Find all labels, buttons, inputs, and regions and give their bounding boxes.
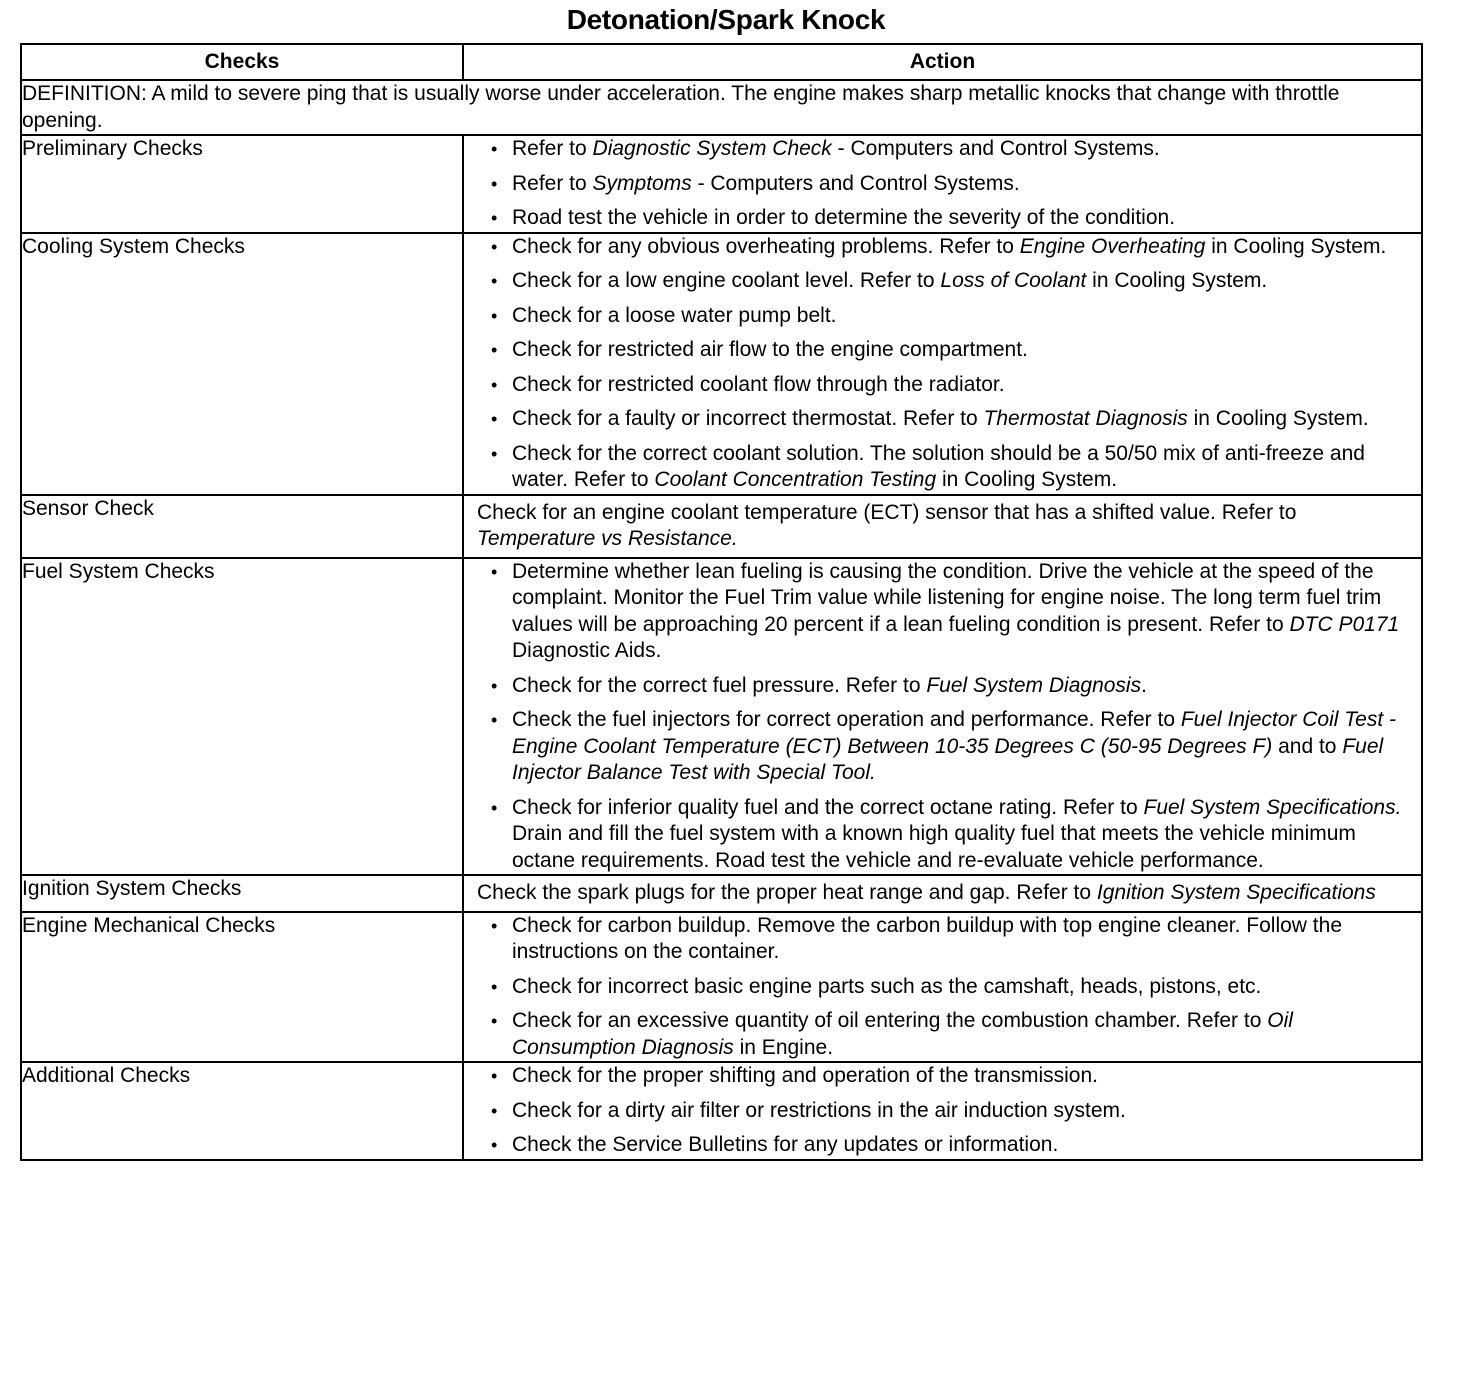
action-list: [464, 913, 1421, 1062]
action-cell: [463, 1062, 1422, 1160]
action-list-item: [491, 337, 1421, 364]
bullet-icon: •: [491, 340, 498, 360]
reference-link-text: Temperature vs Resistance.: [477, 527, 738, 550]
check-category: Preliminary Checks: [21, 135, 463, 233]
text-segment: Drain and fill the fuel system with a known high quality fuel that meets the vehicle minimum octane requirements. Road test the vehicle and re-evaluate vehicle performance.: [512, 822, 1356, 872]
text-segment: Check for any obvious overheating problems. Refer to: [512, 234, 1020, 258]
text-segment: Check for the correct coolant solution. The solution should be a 50/50 mix of anti-freeze and water. Refer to: [512, 441, 1365, 491]
definition-row: [21, 80, 1422, 135]
table-row-engine-mechanical-checks: [21, 912, 1422, 1063]
bullet-icon: •: [491, 443, 498, 464]
text-segment: in Cooling System.: [1205, 234, 1387, 258]
reference-link-text: Thermostat Diagnosis: [983, 407, 1188, 430]
reference-link-text: Symptoms: [592, 171, 692, 195]
reference-link-text: Engine Overheating: [1019, 234, 1206, 258]
action-cell: [463, 875, 1422, 912]
bullet-icon: •: [491, 710, 498, 730]
table-row-fuel-system-checks: [21, 558, 1422, 876]
check-category: Engine Mechanical Checks: [21, 912, 463, 1063]
text-segment: Diagnostic Aids.: [512, 639, 662, 662]
check-category: Sensor Check: [21, 495, 463, 558]
action-list-item: [491, 234, 1421, 261]
action-list-item: [491, 268, 1421, 295]
text-segment: Check the spark plugs for the proper heat range and gap. Refer to: [477, 881, 1097, 904]
bullet-icon: •: [491, 561, 498, 582]
action-cell: [463, 135, 1422, 233]
text-segment: Check for the proper shifting and operation of the transmission.: [512, 1064, 1098, 1087]
text-segment: Check for incorrect basic engine parts such as the camshaft, heads, pistons, etc.: [512, 974, 1262, 998]
reference-link-text: Oil Consumption Diagnosis: [512, 1009, 1293, 1059]
reference-link-text: Fuel System Specifications.: [1143, 795, 1402, 819]
reference-link-text: Ignition System Specifications: [1096, 881, 1376, 904]
check-category: Ignition System Checks: [21, 875, 463, 912]
bullet-icon: •: [491, 208, 498, 228]
action-list-item: [491, 406, 1421, 433]
action-list-item: [491, 1098, 1421, 1125]
action-list-item: [491, 1008, 1421, 1061]
column-header-action: Action: [463, 44, 1422, 80]
action-text: [477, 500, 1413, 553]
action-list-item: [491, 707, 1421, 787]
action-cell: [463, 558, 1422, 876]
action-list: [464, 559, 1421, 875]
reference-link-text: Diagnostic System Check: [592, 137, 832, 160]
reference-link-text: Fuel System Diagnosis: [926, 673, 1142, 697]
table-row-preliminary-checks: [21, 135, 1422, 233]
bullet-icon: •: [491, 236, 498, 257]
bullet-icon: •: [491, 1066, 498, 1086]
text-segment: Check for restricted coolant flow through the radiator.: [512, 372, 1005, 396]
action-list-item: [491, 171, 1421, 198]
action-list: [464, 1063, 1421, 1159]
diagnostic-table: [20, 43, 1423, 1161]
definition-text: DEFINITION: A mild to severe ping that is usually worse under acceleration. The engine makes sharp metallic knocks that change with throttle opening.: [21, 80, 1422, 135]
text-segment: Check for a low engine coolant level. Refer to: [512, 269, 941, 292]
action-list-item: [491, 303, 1421, 330]
text-segment: Check the Service Bulletins for any updates or information.: [512, 1133, 1059, 1156]
text-segment: Determine whether lean fueling is causing the condition. Drive the vehicle at the speed of the complaint. Monitor the Fuel Trim value while listening for engine noise. The long term fuel trim values will be approaching 20 percent if a lean fueling condition is present. Refer to: [512, 559, 1382, 636]
bullet-icon: •: [491, 976, 498, 997]
bullet-icon: •: [491, 139, 498, 159]
action-list-item: [491, 559, 1421, 665]
bullet-icon: •: [491, 675, 498, 696]
action-list: [464, 234, 1421, 494]
text-segment: Check for inferior quality fuel and the correct octane rating. Refer to: [512, 795, 1144, 819]
bullet-icon: •: [491, 1100, 498, 1121]
bullet-icon: •: [491, 271, 498, 291]
table-row-ignition-system-checks: [21, 875, 1422, 912]
text-segment: .: [1141, 673, 1147, 697]
text-segment: Road test the vehicle in order to determine the severity of the condition.: [512, 206, 1176, 229]
action-list-item: [491, 795, 1421, 875]
action-text: [477, 880, 1413, 907]
text-segment: in Cooling System.: [1086, 269, 1268, 292]
text-segment: Check for restricted air flow to the engine compartment.: [512, 338, 1028, 361]
bullet-icon: •: [491, 374, 498, 395]
column-header-checks: Checks: [21, 44, 463, 80]
table-row-cooling-system-checks: [21, 233, 1422, 495]
action-list: [464, 136, 1421, 232]
text-segment: Check for an excessive quantity of oil entering the combustion chamber. Refer to: [512, 1009, 1268, 1032]
check-category: Additional Checks: [21, 1062, 463, 1160]
action-list-item: [491, 441, 1421, 494]
action-list-item: [491, 673, 1421, 700]
text-segment: Check the fuel injectors for correct operation and performance. Refer to: [512, 708, 1181, 731]
bullet-icon: •: [491, 1011, 498, 1031]
text-segment: in Cooling System.: [1187, 407, 1369, 430]
text-segment: Refer to: [512, 171, 593, 195]
action-list-item: [491, 1063, 1421, 1090]
action-list-item: [491, 1132, 1421, 1159]
text-segment: in Cooling System.: [936, 468, 1118, 491]
document-title: Detonation/Spark Knock: [566, 4, 886, 35]
text-segment: Check for a loose water pump belt.: [512, 303, 837, 327]
bullet-icon: •: [491, 409, 498, 429]
text-segment: Check for a dirty air filter or restrictions in the air induction system.: [512, 1098, 1126, 1122]
reference-link-text: Coolant Concentration Testing: [654, 468, 937, 491]
table-row-sensor-check: [21, 495, 1422, 558]
action-list-item: [491, 372, 1421, 399]
text-segment: and to: [1272, 734, 1343, 758]
action-list-item: [491, 974, 1421, 1001]
text-segment: in Engine.: [733, 1035, 834, 1059]
table-row-additional-checks: [21, 1062, 1422, 1160]
action-cell: [463, 233, 1422, 495]
text-segment: Check for the correct fuel pressure. Refer to: [512, 673, 927, 697]
text-segment: Check for an engine coolant temperature (ECT) sensor that has a shifted value. Refer to: [477, 500, 1297, 524]
reference-link-text: Fuel Injector Balance Test with Special Tool.: [512, 734, 1384, 784]
text-segment: Check for carbon buildup. Remove the carbon buildup with top engine cleaner. Follow the instructions on the container.: [512, 913, 1343, 963]
bullet-icon: •: [491, 173, 498, 194]
text-segment: - Computers and Control Systems.: [831, 137, 1160, 160]
bullet-icon: •: [491, 305, 498, 326]
text-segment: Refer to: [512, 137, 593, 160]
check-category: Cooling System Checks: [21, 233, 463, 495]
reference-link-text: DTC P0171: [1289, 612, 1400, 636]
action-list-item: [491, 205, 1421, 232]
reference-link-text: Fuel Injector Coil Test - Engine Coolant Temperature (ECT) Between 10-35 Degrees C (50-95 Degrees F): [512, 708, 1396, 758]
action-cell: [463, 495, 1422, 558]
reference-link-text: Loss of Coolant: [940, 269, 1087, 292]
check-category: Fuel System Checks: [21, 558, 463, 876]
text-segment: Check for a faulty or incorrect thermostat. Refer to: [512, 407, 984, 430]
bullet-icon: •: [491, 915, 498, 936]
bullet-icon: •: [491, 1135, 498, 1155]
action-cell: [463, 912, 1422, 1063]
action-list-item: [491, 913, 1421, 966]
text-segment: - Computers and Control Systems.: [691, 171, 1020, 195]
bullet-icon: •: [491, 797, 498, 818]
action-list-item: [491, 136, 1421, 163]
table-header-row: [21, 44, 1422, 80]
